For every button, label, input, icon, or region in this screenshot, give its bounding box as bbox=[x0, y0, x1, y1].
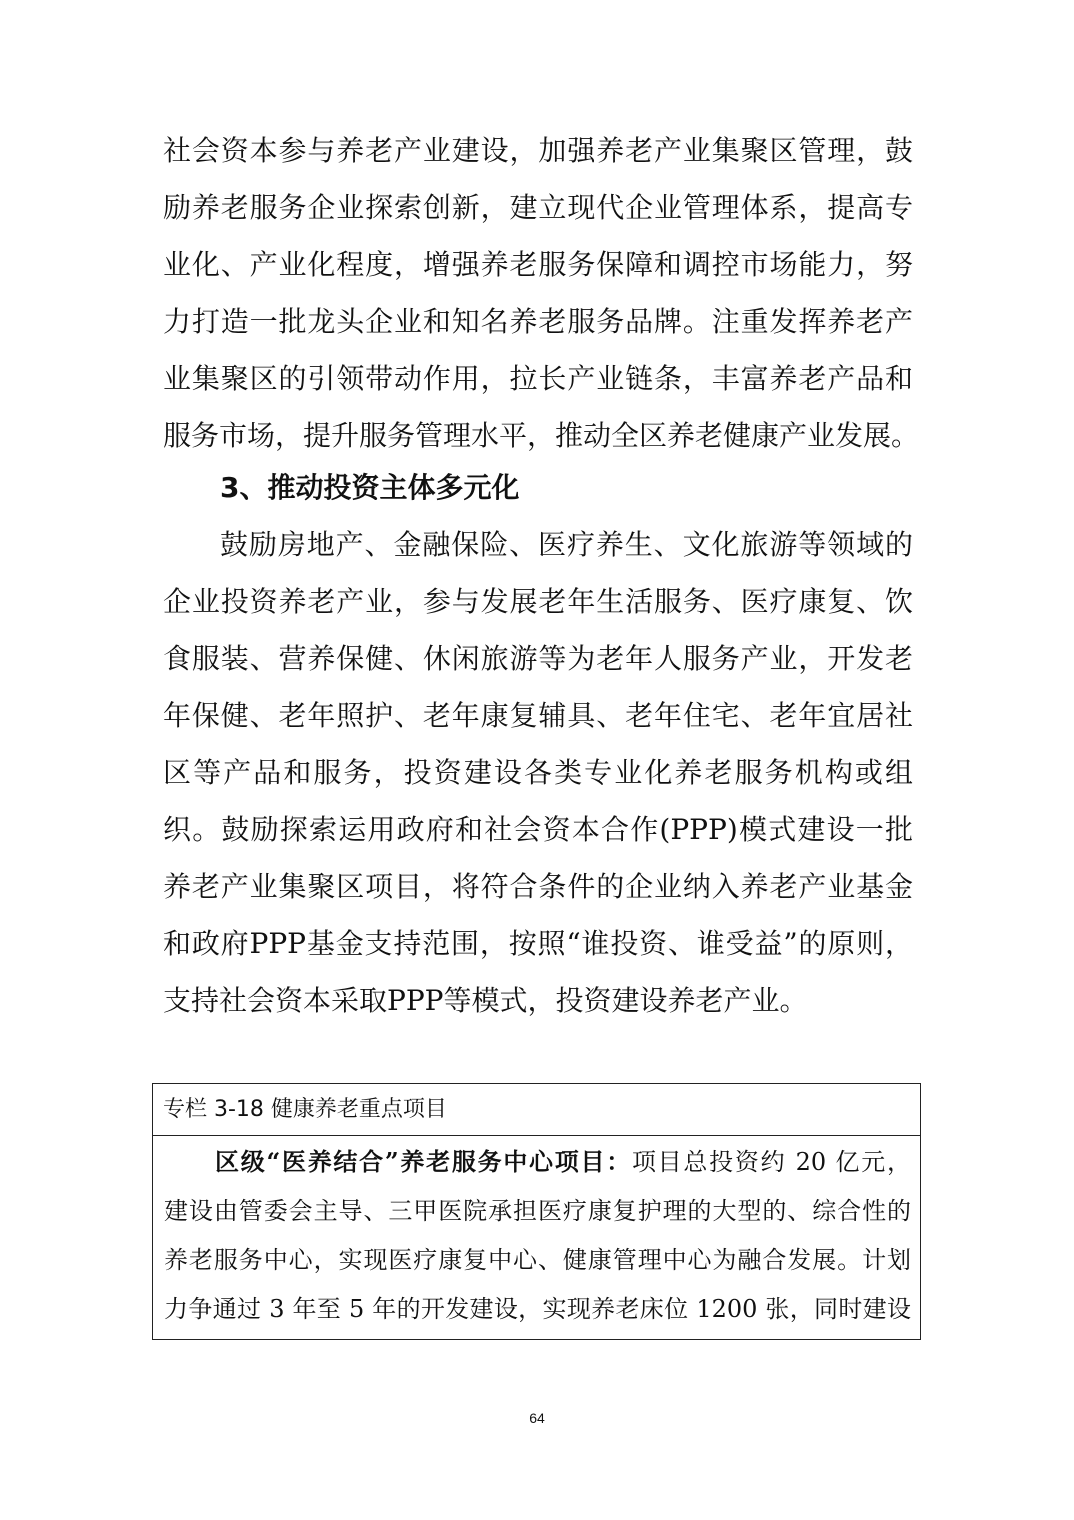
text-line: 织。鼓励探索运用政府和社会资本合作(PPP)模式建设一批 bbox=[163, 813, 913, 846]
text-line: 励养老服务企业探索创新，建立现代企业管理体系，提高专 bbox=[163, 191, 913, 224]
text-line: 企业投资养老产业，参与发展老年生活服务、医疗康复、饮 bbox=[163, 585, 913, 618]
page-number: 64 bbox=[529, 1410, 545, 1426]
text-line: 年保健、老年照护、老年康复辅具、老年住宅、老年宜居社 bbox=[163, 699, 913, 732]
box-text-line: 建设由管委会主导、三甲医院承担医疗康复护理的大型的、综合性的 bbox=[164, 1197, 911, 1225]
text-line: 支持社会资本采取PPP等模式，投资建设养老产业。 bbox=[163, 984, 808, 1017]
box-text-line: 养老服务中心，实现医疗康复中心、健康管理中心为融合发展。计划 bbox=[164, 1246, 911, 1274]
text-line: 养老产业集聚区项目，将符合条件的企业纳入养老产业基金 bbox=[163, 870, 913, 903]
text-line: 社会资本参与养老产业建设，加强养老产业集聚区管理，鼓 bbox=[163, 134, 913, 167]
project-title: 区级“医养结合”养老服务中心项目： bbox=[215, 1147, 632, 1176]
column-box bbox=[152, 1083, 921, 1340]
box-text-line bbox=[215, 1141, 911, 1183]
text-line: 业化、产业化程度，增强养老服务保障和调控市场能力，努 bbox=[163, 248, 913, 281]
text-line: 服务市场，提升服务管理水平，推动全区养老健康产业发展。 bbox=[163, 419, 920, 452]
box-text-line: 力争通过 3 年至 5 年的开发建设，实现养老床位 1200 张，同时建设 bbox=[164, 1295, 911, 1323]
text-line: 和政府PPP基金支持范围，按照“谁投资、谁受益”的原则， bbox=[163, 927, 913, 960]
text-line: 业集聚区的引领带动作用，拉长产业链条，丰富养老产品和 bbox=[163, 362, 913, 395]
text-line: 食服装、营养保健、休闲旅游等为老年人服务产业，开发老 bbox=[163, 642, 913, 675]
section-heading: 3、推动投资主体多元化 bbox=[220, 471, 520, 504]
text-line: 区等产品和服务，投资建设各类专业化养老服务机构或组 bbox=[163, 756, 913, 789]
project-text: 项目总投资约 20 亿元， bbox=[631, 1148, 912, 1176]
text-line: 鼓励房地产、金融保险、医疗养生、文化旅游等领域的 bbox=[220, 528, 913, 561]
text-line: 力打造一批龙头企业和知名养老服务品牌。注重发挥养老产 bbox=[163, 305, 913, 338]
column-box-header: 专栏 3-18 健康养老重点项目 bbox=[153, 1084, 920, 1136]
